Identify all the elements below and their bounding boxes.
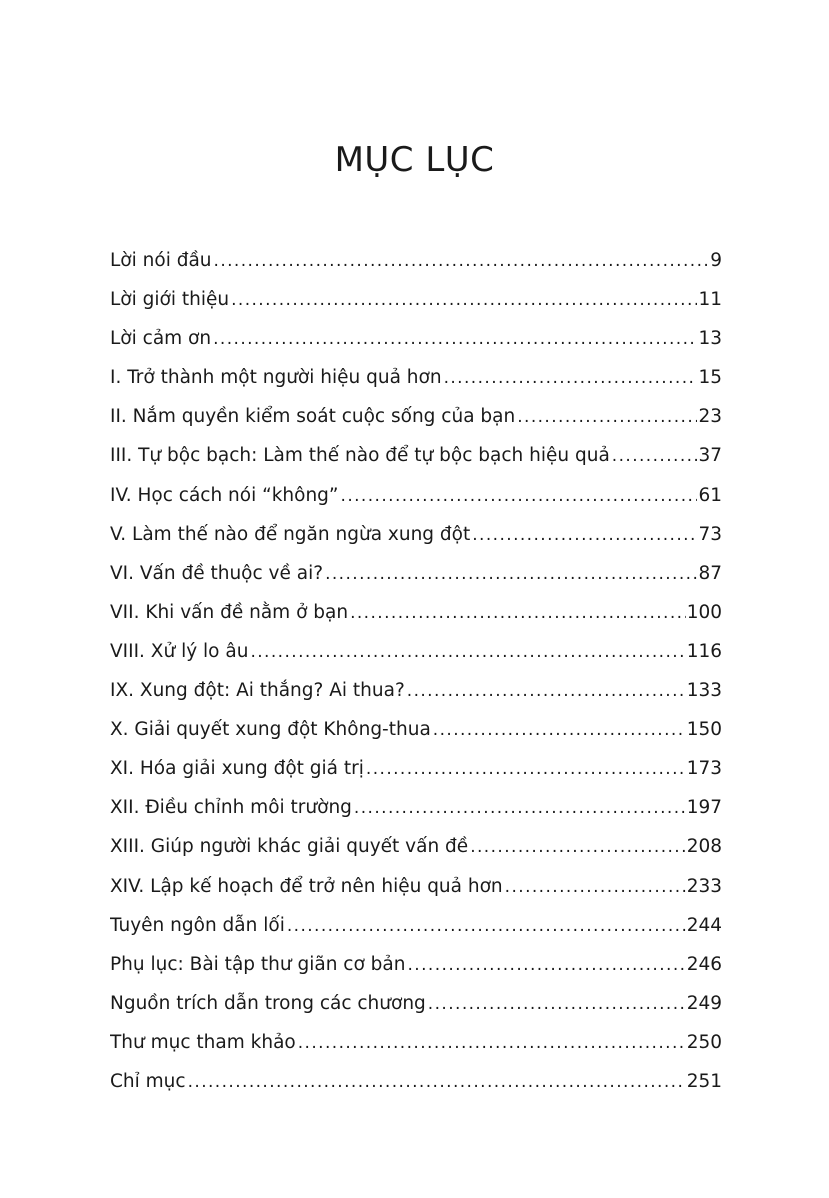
- toc-entry-title: VII. Khi vấn đề nằm ở bạn: [110, 601, 349, 623]
- toc-entry[interactable]: [110, 515, 722, 554]
- toc-dot-leader: [505, 868, 686, 906]
- toc-dot-leader: [612, 437, 698, 475]
- toc-entry-title: XII. Điều chỉnh môi trường: [110, 797, 352, 819]
- toc-entry[interactable]: [110, 671, 722, 710]
- toc-entry[interactable]: [110, 710, 722, 749]
- toc-entry-title: Lời cảm ơn: [110, 328, 212, 350]
- toc-entry[interactable]: [110, 906, 722, 945]
- toc-page-number: 15: [698, 367, 722, 389]
- toc-entry[interactable]: [110, 436, 722, 475]
- toc-page-number: 250: [686, 1031, 722, 1053]
- toc-page-number: 61: [698, 484, 722, 506]
- toc-page-number: 87: [698, 562, 722, 584]
- toc-page-number: 133: [686, 680, 722, 702]
- toc-dot-leader: [470, 828, 686, 866]
- toc-entry-title: XI. Hóa giải xung đột giá trị: [110, 758, 364, 780]
- toc-entry[interactable]: [110, 1023, 722, 1062]
- toc-page-number: 233: [686, 875, 722, 897]
- toc-entry[interactable]: [110, 319, 722, 358]
- toc-entry[interactable]: [110, 593, 722, 632]
- toc-page-number: 100: [686, 601, 722, 623]
- toc-page-number: 150: [686, 719, 722, 741]
- toc-dot-leader: [214, 242, 710, 280]
- toc-dot-leader: [354, 789, 686, 827]
- toc-entry-title: Phụ lục: Bài tập thư giãn cơ bản: [110, 953, 406, 975]
- table-of-contents: [110, 241, 722, 1101]
- toc-entry[interactable]: [110, 749, 722, 788]
- toc-entry-title: Thư mục tham khảo: [110, 1031, 296, 1053]
- toc-entry-title: IX. Xung đột: Ai thắng? Ai thua?: [110, 680, 405, 702]
- toc-dot-leader: [298, 1024, 686, 1062]
- toc-entry-title: Lời giới thiệu: [110, 289, 230, 311]
- toc-page-number: 246: [686, 953, 722, 975]
- toc-dot-leader: [231, 281, 697, 319]
- toc-entry-title: Nguồn trích dẫn trong các chương: [110, 992, 426, 1014]
- toc-page-number: 11: [698, 289, 722, 311]
- toc-dot-leader: [287, 907, 686, 945]
- toc-page-number: 116: [686, 640, 722, 662]
- toc-dot-leader: [350, 594, 686, 632]
- toc-entry-title: Tuyên ngôn dẫn lối: [110, 914, 285, 936]
- toc-entry[interactable]: [110, 1062, 722, 1101]
- toc-entry-title: I. Trở thành một người hiệu quả hơn: [110, 367, 442, 389]
- toc-entry[interactable]: [110, 476, 722, 515]
- toc-entry-title: VIII. Xử lý lo âu: [110, 640, 249, 662]
- toc-dot-leader: [407, 672, 686, 710]
- toc-dot-leader: [188, 1063, 686, 1101]
- toc-entry[interactable]: [110, 358, 722, 397]
- toc-dot-leader: [428, 985, 686, 1023]
- toc-entry[interactable]: [110, 827, 722, 866]
- toc-entry[interactable]: [110, 554, 722, 593]
- toc-entry-title: X. Giải quyết xung đột Không-thua: [110, 719, 431, 741]
- toc-dot-leader: [408, 946, 686, 984]
- toc-dot-leader: [341, 477, 698, 515]
- toc-page-number: 173: [686, 758, 722, 780]
- toc-entry-title: V. Làm thế nào để ngăn ngừa xung đột: [110, 523, 471, 545]
- page-title: MỤC LỤC: [334, 140, 495, 180]
- toc-dot-leader: [517, 398, 697, 436]
- toc-dot-leader: [250, 633, 685, 671]
- toc-page-number: 208: [686, 836, 722, 858]
- toc-entry[interactable]: [110, 867, 722, 906]
- toc-page-number: 37: [698, 445, 722, 467]
- toc-entry[interactable]: [110, 241, 722, 280]
- toc-dot-leader: [444, 359, 698, 397]
- toc-entry[interactable]: [110, 280, 722, 319]
- toc-page-number: 249: [686, 992, 722, 1014]
- toc-page-number: 197: [686, 797, 722, 819]
- toc-entry-title: IV. Học cách nói “không”: [110, 484, 339, 506]
- toc-entry-title: VI. Vấn đề thuộc về ai?: [110, 562, 324, 584]
- toc-dot-leader: [433, 711, 686, 749]
- toc-page-number: 23: [698, 406, 722, 428]
- toc-entry-title: XIII. Giúp người khác giải quyết vấn đề: [110, 836, 469, 858]
- toc-page-number: 73: [698, 523, 722, 545]
- toc-entry-title: Chỉ mục: [110, 1070, 186, 1092]
- toc-dot-leader: [213, 320, 697, 358]
- toc-entry[interactable]: [110, 632, 722, 671]
- toc-entry-title: II. Nắm quyền kiểm soát cuộc sống của bạn: [110, 406, 516, 428]
- toc-page-number: 9: [710, 250, 722, 271]
- toc-entry[interactable]: [110, 984, 722, 1023]
- toc-entry[interactable]: [110, 788, 722, 827]
- toc-dot-leader: [325, 555, 697, 593]
- toc-dot-leader: [472, 516, 697, 554]
- toc-entry-title: XIV. Lập kế hoạch để trở nên hiệu quả hơn: [110, 875, 503, 897]
- toc-page-number: 244: [686, 914, 722, 936]
- toc-page-number: 13: [698, 328, 722, 350]
- toc-entry[interactable]: [110, 397, 722, 436]
- toc-entry-title: Lời nói đầu: [110, 250, 212, 271]
- toc-entry-title: III. Tự bộc bạch: Làm thế nào để tự bộc bạch hiệu quả: [110, 445, 610, 467]
- toc-dot-leader: [366, 750, 686, 788]
- toc-entry[interactable]: [110, 945, 722, 984]
- toc-page-number: 251: [686, 1070, 722, 1092]
